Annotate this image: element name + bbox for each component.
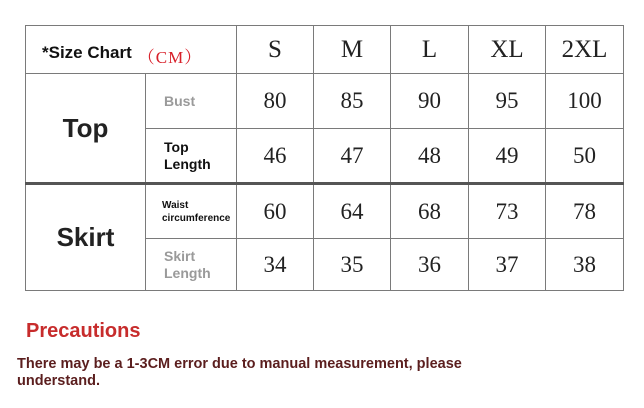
value-cell: 37 — [469, 239, 546, 291]
size-header-xl: XL — [469, 26, 546, 74]
value-cell: 90 — [391, 74, 469, 129]
value-cell: 73 — [469, 184, 546, 239]
precautions-note: There may be a 1-3CM error due to manual measurement, please understand. — [17, 356, 462, 389]
precautions-heading: Precautions — [26, 320, 141, 342]
size-chart-unit: （CM） — [137, 47, 203, 67]
size-header-2xl: 2XL — [546, 26, 624, 74]
value-cell: 80 — [237, 74, 314, 129]
measure-bust-label: Bust — [146, 74, 237, 129]
size-header-m: M — [314, 26, 391, 74]
value-cell: 68 — [391, 184, 469, 239]
value-cell: 35 — [314, 239, 391, 291]
value-cell: 46 — [237, 129, 314, 184]
group-label-skirt: Skirt — [26, 184, 146, 291]
value-cell: 48 — [391, 129, 469, 184]
size-header-l: L — [391, 26, 469, 74]
value-cell: 78 — [546, 184, 624, 239]
size-chart-table — [25, 25, 624, 291]
size-header-s: S — [237, 26, 314, 74]
value-cell: 36 — [391, 239, 469, 291]
table-row — [26, 184, 624, 239]
measure-top-length-label: Top Length — [146, 129, 237, 184]
table-row — [26, 74, 624, 129]
size-chart-heading — [26, 26, 237, 74]
value-cell: 38 — [546, 239, 624, 291]
measure-waist-label: Waist circumference — [146, 184, 237, 239]
group-label-top: Top — [26, 74, 146, 184]
value-cell: 47 — [314, 129, 391, 184]
value-cell: 100 — [546, 74, 624, 129]
value-cell: 60 — [237, 184, 314, 239]
measure-skirt-length-label: Skirt Length — [146, 239, 237, 291]
value-cell: 49 — [469, 129, 546, 184]
value-cell: 34 — [237, 239, 314, 291]
value-cell: 95 — [469, 74, 546, 129]
size-chart-title: *Size Chart — [42, 42, 132, 62]
value-cell: 50 — [546, 129, 624, 184]
size-header-row — [26, 26, 624, 74]
value-cell: 64 — [314, 184, 391, 239]
value-cell: 85 — [314, 74, 391, 129]
